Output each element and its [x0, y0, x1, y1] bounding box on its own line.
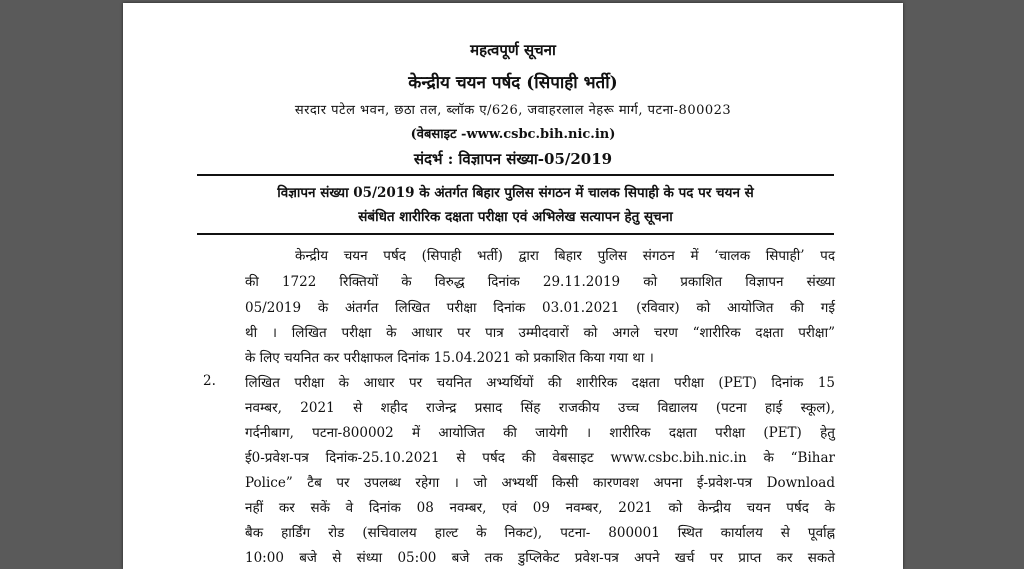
paragraph1-line: केन्द्रीय चयन पर्षद (सिपाही भर्ती) द्वारा बिहार पुलिस संगठन में ‘चालक सिपाही’ पद [295, 248, 835, 264]
paragraph2-line: लिखित परीक्षा के आधार पर चयनित अभ्यर्थियों की शारीरिक दक्षता परीक्षा (PET) दिनांक 15 [245, 375, 835, 391]
reference-line: संदर्भ : विज्ञापन संख्या-05/2019 [413, 150, 613, 168]
paragraph2-line: Police” टैब पर उपलब्ध रहेगा । जो अभ्यर्थी किसी कारणवश अपना ई-प्रवेश-पत्र Download [245, 475, 835, 491]
paragraph1-line: की 1722 रिक्तियों के विरुद्ध दिनांक 29.11.2019 को प्रकाशित विज्ञापन संख्या [245, 274, 835, 290]
paragraph1-line: के लिए चयनित कर परीक्षाफल दिनांक 15.04.2021 को प्रकाशित किया गया था । [245, 350, 654, 366]
paragraph2-number: 2. [203, 373, 216, 389]
subject-bottom-rule [197, 233, 834, 235]
office-address: सरदार पटेल भवन, छठा तल, ब्लॉक ए/626, जवाहरलाल नेहरू मार्ग, पटना-800023 [294, 103, 732, 118]
organization-name: केन्द्रीय चयन पर्षद (सिपाही भर्ती) [408, 73, 618, 93]
website-line: (वेबसाइट -www.csbc.bih.nic.in) [410, 127, 616, 142]
paragraph2-line: गर्दनीबाग, पटना-800002 में आयोजित की जायेगी । शारीरिक दक्षता परीक्षा (PET) हेतु [245, 425, 835, 441]
notice-title: महत्वपूर्ण सूचना [470, 41, 556, 59]
paragraph2-line: 10:00 बजे से संध्या 05:00 बजे तक डुप्लिकेट प्रवेश-पत्र अपने खर्च पर प्राप्त कर सकते [245, 550, 835, 566]
document-page [123, 3, 903, 569]
paragraph1-line: 05/2019 के अंतर्गत लिखित परीक्षा दिनांक 03.01.2021 (रविवार) को आयोजित की गई [245, 300, 835, 316]
paragraph2-line: नहीं कर सकें वे दिनांक 08 नवम्बर, एवं 09 नवम्बर, 2021 को केन्द्रीय चयन पर्षद के [245, 500, 835, 516]
subject-line-2: संबंधित शारीरिक दक्षता परीक्षा एवं अभिलेख सत्यापन हेतु सूचना [358, 209, 673, 225]
paragraph1-line: थी । लिखित परीक्षा के आधार पर पात्र उम्मीदवारों को अगले चरण “शारीरिक दक्षता परीक्षा” [245, 325, 835, 341]
paragraph2-line: बैक हार्डिंग रोड (सचिवालय हाल्ट के निकट), पटना- 800001 स्थित कार्यालय से पूर्वाह्न [245, 525, 835, 541]
subject-line-1: विज्ञापन संख्या 05/2019 के अंतर्गत बिहार पुलिस संगठन में चालक सिपाही के पद पर चयन से [277, 185, 754, 201]
paragraph2-line: ई0-प्रवेश-पत्र दिनांक-25.10.2021 से पर्षद की वेबसाइट www.csbc.bih.nic.in के “Bihar [245, 450, 835, 466]
paragraph2-line: नवम्बर, 2021 से शहीद राजेन्द्र प्रसाद सिंह राजकीय उच्च विद्यालय (पटना हाई स्कूल), [245, 400, 835, 416]
subject-top-rule [197, 174, 834, 176]
